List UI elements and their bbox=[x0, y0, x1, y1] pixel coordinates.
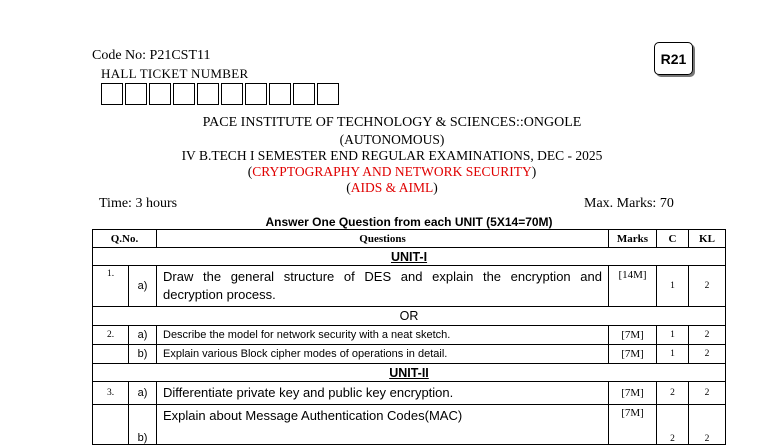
ticket-box bbox=[173, 83, 195, 105]
branch-line: (AIDS & AIML) bbox=[346, 180, 438, 195]
question-marks: [7M] bbox=[609, 382, 657, 405]
question-text: Explain various Block cipher modes of operations in detail. bbox=[157, 345, 609, 364]
question-table bbox=[92, 214, 726, 445]
table-row bbox=[93, 326, 726, 345]
question-kl: 2 bbox=[689, 345, 726, 364]
table-row bbox=[93, 405, 726, 445]
ticket-box bbox=[269, 83, 291, 105]
table-row bbox=[93, 345, 726, 364]
question-kl: 2 bbox=[689, 326, 726, 345]
ticket-box bbox=[221, 83, 243, 105]
marks-header: Marks bbox=[609, 230, 657, 248]
unit1-heading: UNIT-I bbox=[93, 248, 726, 266]
institute-name: PACE INSTITUTE OF TECHNOLOGY & SCIENCES::ONGOLE bbox=[202, 115, 582, 130]
question-marks: [7M] bbox=[609, 345, 657, 364]
max-marks: Max. Marks: 70 bbox=[584, 196, 674, 211]
question-part: a) bbox=[129, 382, 157, 405]
question-c: 2 bbox=[657, 405, 689, 445]
question-marks: [14M] bbox=[609, 266, 657, 307]
question-part: b) bbox=[129, 345, 157, 364]
ticket-box bbox=[149, 83, 171, 105]
exam-time: Time: 3 hours bbox=[99, 196, 178, 211]
ticket-box bbox=[101, 83, 123, 105]
ticket-box bbox=[125, 83, 147, 105]
code-number: Code No: P21CST11 bbox=[92, 48, 211, 63]
subject-line: (CRYPTOGRAPHY AND NETWORK SECURITY) bbox=[247, 164, 537, 179]
question-part: a) bbox=[129, 266, 157, 307]
question-part: b) bbox=[129, 405, 157, 445]
questions-header: Questions bbox=[157, 230, 609, 248]
question-number bbox=[93, 345, 129, 364]
question-c: 1 bbox=[657, 266, 689, 307]
subject-name: CRYPTOGRAPHY AND NETWORK SECURITY bbox=[252, 164, 532, 179]
question-kl: 2 bbox=[689, 266, 726, 307]
autonomous-label: (AUTONOMOUS) bbox=[339, 132, 445, 147]
question-marks: [7M] bbox=[609, 326, 657, 345]
regulation-badge: R21 bbox=[654, 42, 693, 75]
ticket-box bbox=[293, 83, 315, 105]
kl-header: KL bbox=[689, 230, 726, 248]
unit-row bbox=[93, 364, 726, 382]
unit-row bbox=[93, 248, 726, 266]
question-part: a) bbox=[129, 326, 157, 345]
or-row bbox=[93, 307, 726, 326]
qno-header: Q.No. bbox=[93, 230, 157, 248]
ticket-box bbox=[317, 83, 339, 105]
question-kl: 2 bbox=[689, 405, 726, 445]
question-c: 1 bbox=[657, 345, 689, 364]
branch-name: AIDS & AIML bbox=[350, 180, 434, 195]
or-label: OR bbox=[93, 307, 726, 326]
hall-ticket-boxes bbox=[101, 83, 341, 105]
instruction-row bbox=[93, 214, 726, 230]
question-text: Describe the model for network security with a neat sketch. bbox=[157, 326, 609, 345]
c-header: C bbox=[657, 230, 689, 248]
question-text: Draw the general structure of DES and explain the encryption and decryption process. bbox=[157, 266, 609, 307]
question-number bbox=[93, 405, 129, 445]
question-kl: 2 bbox=[689, 382, 726, 405]
exam-title: IV B.TECH I SEMESTER END REGULAR EXAMINATIONS, DEC - 2025 bbox=[181, 148, 603, 163]
ticket-box bbox=[197, 83, 219, 105]
question-text: Differentiate private key and public key encryption. bbox=[157, 382, 609, 405]
instruction: Answer One Question from each UNIT (5X14=70M) bbox=[93, 214, 726, 230]
ticket-box bbox=[245, 83, 267, 105]
table-row bbox=[93, 266, 726, 307]
question-marks: [7M] bbox=[609, 405, 657, 445]
question-c: 1 bbox=[657, 326, 689, 345]
question-number: 2. bbox=[93, 326, 129, 345]
question-number: 1. bbox=[93, 266, 129, 307]
hall-ticket-label: HALL TICKET NUMBER bbox=[101, 66, 249, 81]
unit2-heading: UNIT-II bbox=[93, 364, 726, 382]
question-text: Explain about Message Authentication Codes(MAC) bbox=[157, 405, 609, 445]
header-row bbox=[93, 230, 726, 248]
question-number: 3. bbox=[93, 382, 129, 405]
table-row bbox=[93, 382, 726, 405]
question-c: 2 bbox=[657, 382, 689, 405]
